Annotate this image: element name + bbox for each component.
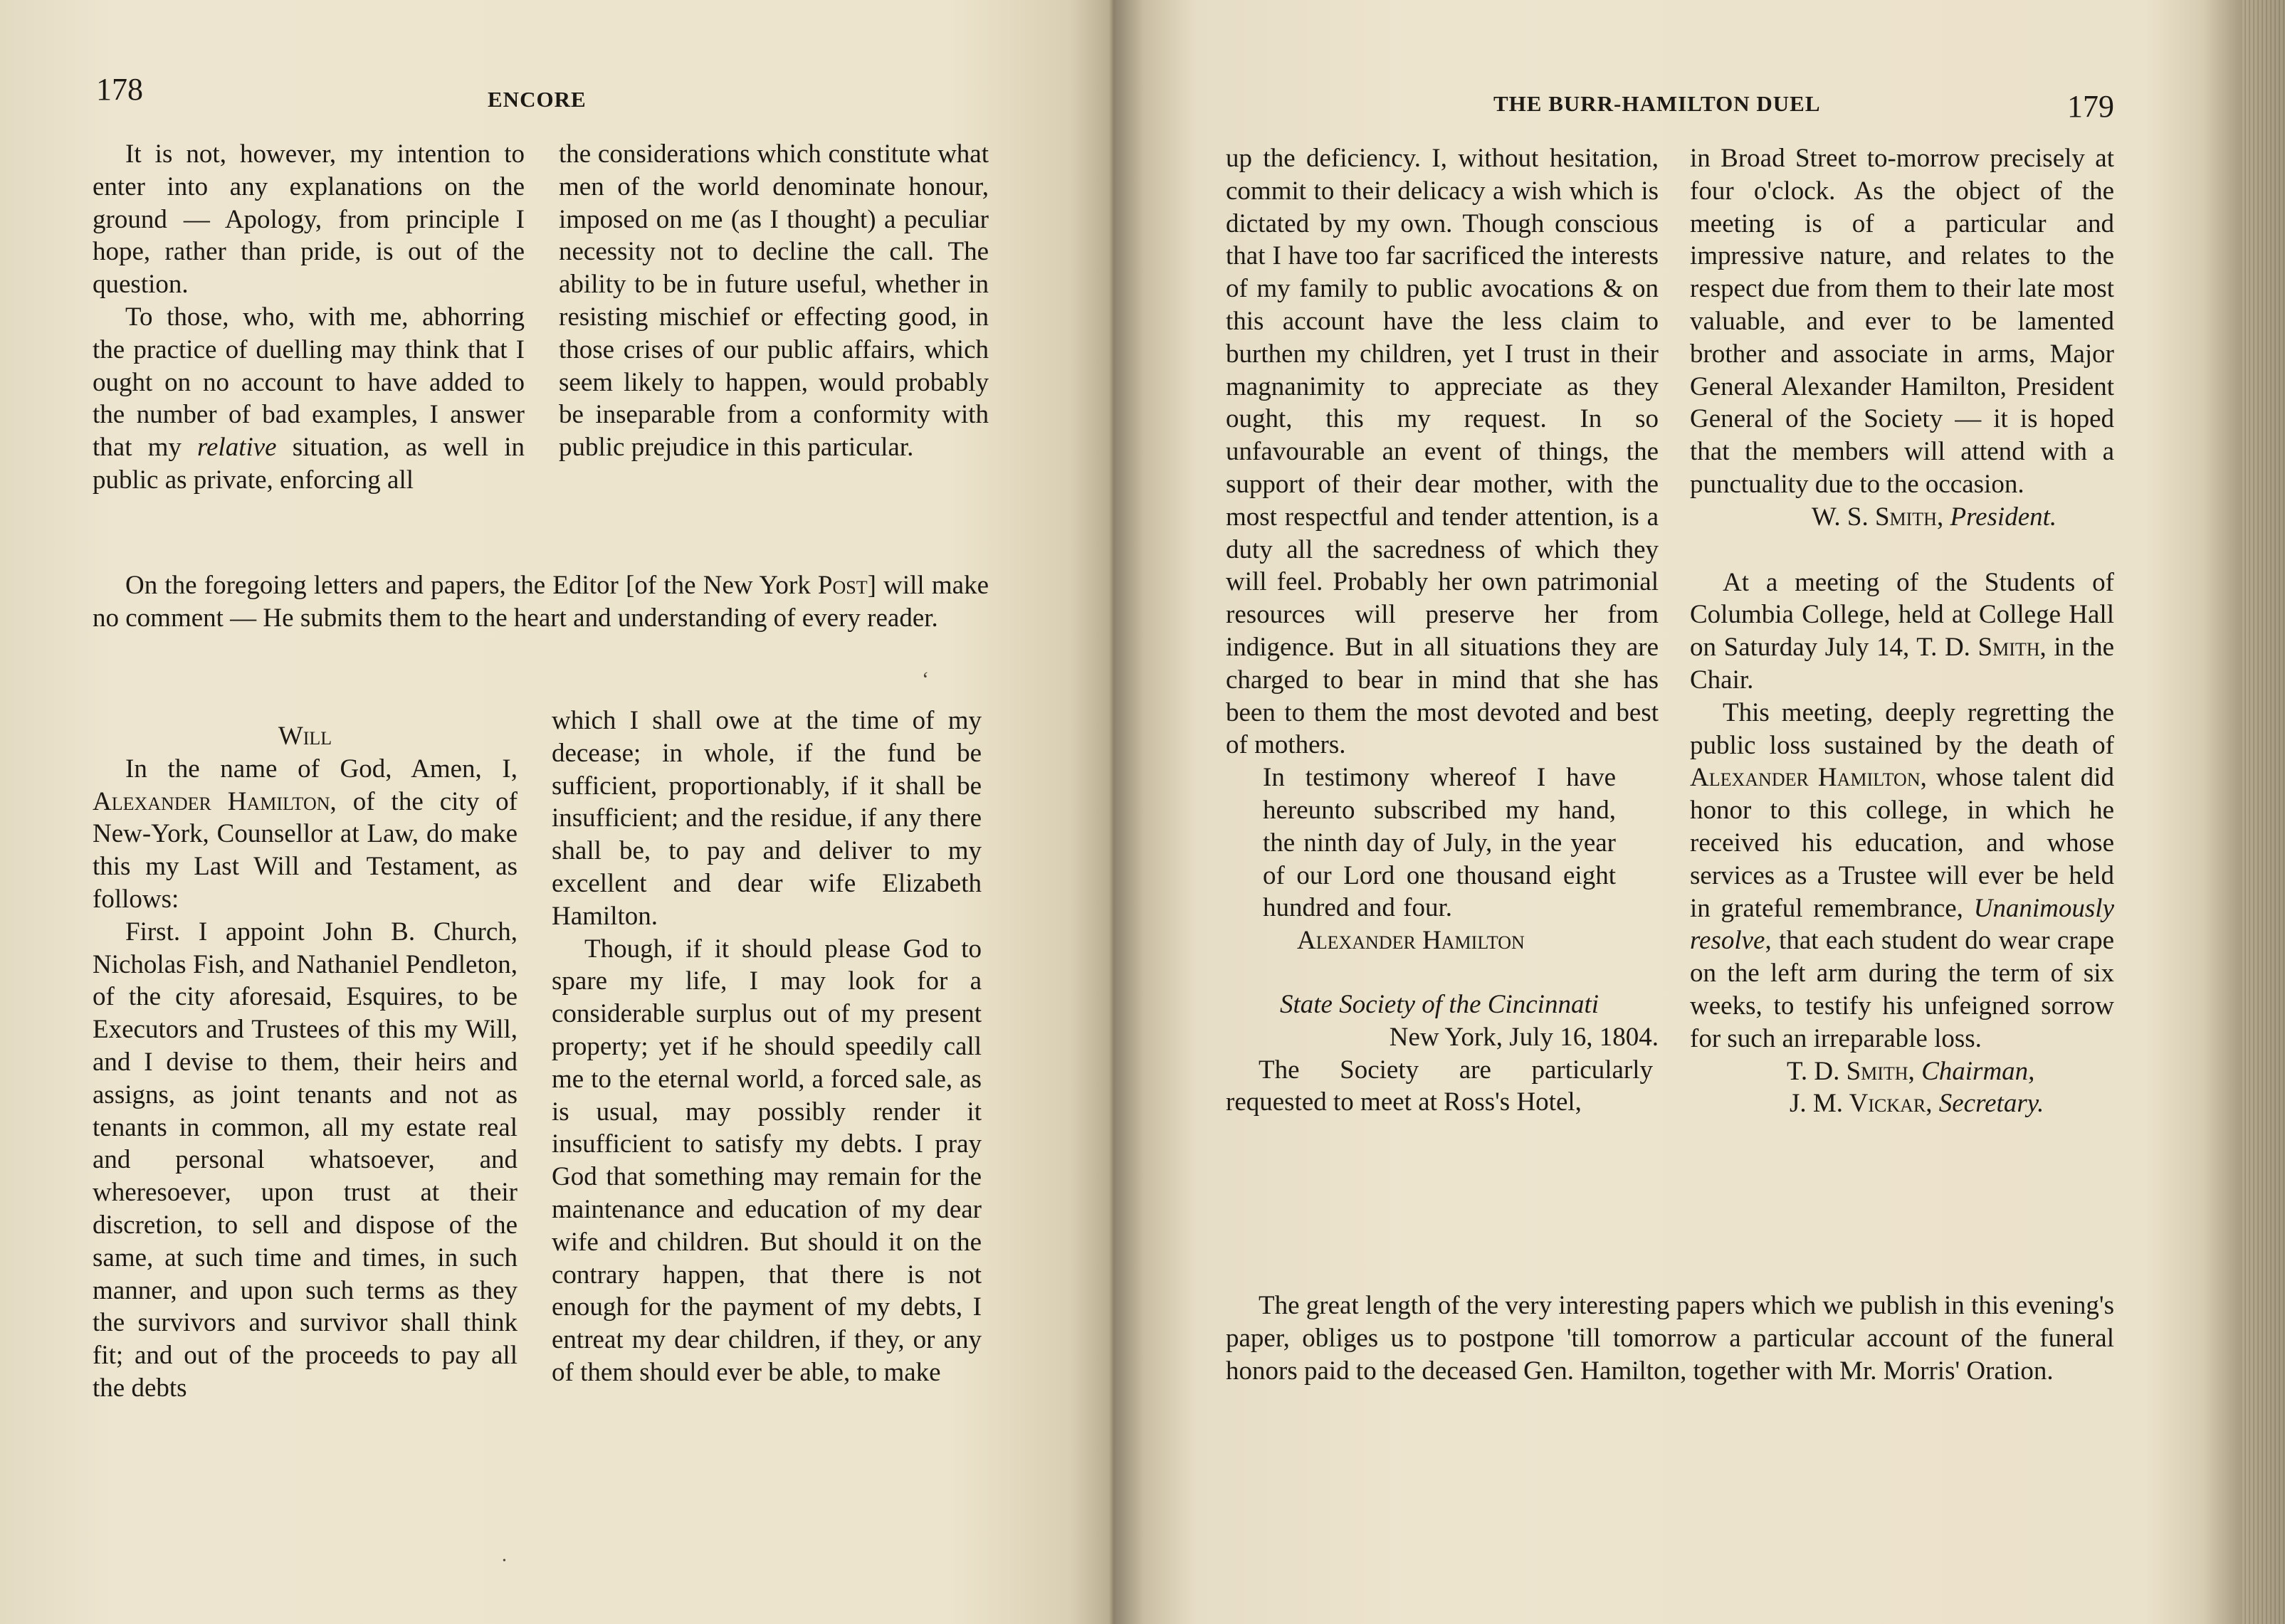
letter-paragraph: To those, who, with me, abhorring the practice of duelling may think that I ought on no account to have added to the number of bad examples, I answer that my relative situation, as well in public as private, enforcing all	[93, 302, 525, 495]
footer-note: The great length of the very interesting papers which we publish in this evening's paper, obliges us to postpone 'till tomorrow a particular account of the funeral honors paid to the deceased Gen. Hamilton, together with Mr. Morris' Oration.	[1226, 1291, 2114, 1386]
left-page	[0, 0, 1115, 1624]
will-column-2	[552, 705, 982, 1389]
will-paragraph: First. I appoint John B. Church, Nicholas Fish, and Nathaniel Pendleton, of the city aforesaid, Esquires, to be Executors and Trustees of this my Will, and I devise to them, their heirs and assigns, as joint tenants and not as tenants in common, all my estate real and personal whatsoever, and wheresoever, upon trust at their discretion, to sell and dispose of the same, at such time and times, in such manner, and upon such terms as they the survivors and survivor shall think fit; and out of the proceeds to pay all the debts	[93, 917, 518, 1403]
right-page	[1115, 0, 2285, 1624]
notices-column	[1690, 142, 2114, 1120]
page-number: 178	[96, 72, 143, 107]
will-continuation-column	[1226, 142, 1659, 1119]
letter-column-2	[559, 138, 989, 464]
will-paragraph: Though, if it should please God to spare my life, I may look for a considerable surplus out of my present property; yet if he should speedily call me to the eternal world, a forced sale, as is usual, may possibly render it insufficient to satisfy my debts. I pray God that something may remain for the maintenance and education of my dear wife and children. But should it on the contrary happen, that there is not enough for the payment of my debts, I entreat my dear children, if they, or any of them should ever be able, to make	[552, 934, 982, 1387]
running-head: THE BURR-HAMILTON DUEL	[1493, 91, 1821, 116]
notice-paragraph: This meeting, deeply regretting the public loss sustained by the death of Alexander Hamilton, whose talent did honor to this college, in which he received his education, and whose services as a Trustee will ever be held in grateful remembrance, Unanimously resolve, that each student do wear crape on the left arm during the term of six weeks, to testify his unfeigned sorrow for such an irreparable loss.	[1690, 697, 2114, 1053]
signature-line: T. D. Smith, Chairman,	[1787, 1056, 2035, 1086]
notice-paragraph: At a meeting of the Students of Columbia College, held at College Hall on Saturday July 14, T. D. Smith, in the Chair.	[1690, 567, 2115, 695]
letter-column-1	[93, 138, 525, 497]
society-paragraph: The Society are particularly requested to meet at Ross's Hotel,	[1226, 1055, 1653, 1117]
editor-note: On the foregoing letters and papers, the Editor [of the New York Post] will make no comment — He submits them to the heart and understanding of every reader.	[93, 571, 989, 633]
will-paragraph: which I shall owe at the time of my decease; in whole, if the fund be sufficient, proportionably, if it shall be insufficient; and the residue, if any there shall be, to pay and deliver to my excellent and dear wife Elizabeth Hamilton.	[552, 706, 982, 931]
page-edges	[2242, 0, 2285, 1624]
name-small-caps: Alexander Hamilton	[93, 786, 330, 816]
testimony-paragraph: In testimony whereof I have hereunto subscribed my hand, the ninth day of July, in the year of our Lord one thousand eight hundred and four.	[1263, 763, 1616, 923]
italic-word: relative	[196, 433, 277, 463]
signature-line: J. M. Vickar, Secretary.	[1790, 1089, 2044, 1119]
will-heading: Will	[278, 722, 332, 751]
will-paragraph: up the deficiency. I, without hesitation, commit to their delicacy a wish which is dictated by my own. Though conscious that I have too far sacrificed the interests of my family to public avocations & on this account have the less claim to burthen my children, yet I trust in their magnanimity to appreciate as they ought, this my request. In so unfavourable an event of things, the support of their dear mother, with the most respectful and tender attention, is a duty all the sacredness of which they will feel. Probably her own patrimonial resources will preserve her from indigence. But in all situations they are charged to bear in mind that she has been to them the most devoted and best of mothers.	[1226, 144, 1659, 760]
will-column-1	[93, 720, 518, 1405]
signature-line: W. S. Smith, President.	[1811, 502, 2057, 532]
notice-paragraph: in Broad Street to-morrow precisely at four o'clock. As the object of the meeting is of a particular and impressive nature, and relates to the respect due from them to their late most valuable, and ever to be lamented brother and associate in arms, Major General Alexander Hamilton, President General of the Society — it is hoped that the members will attend with a punctuality due to the occasion.	[1690, 144, 2114, 499]
stray-mark: ‘	[922, 668, 929, 691]
letter-paragraph: the considerations which constitute what men of the world denominate honour, imposed on me (as I thought) a peculiar necessity not to decline the call. The ability to be in future useful, whether in resisting mischief or effecting good, in those crises of our public affairs, which seem likely to happen, would probably be inseparable from a conformity with public prejudice in this particular.	[559, 139, 989, 463]
stray-mark: •	[503, 1556, 506, 1566]
letter-paragraph: It is not, however, my intention to enter into any explanations on the ground — Apology, from principle I hope, rather than pride, is out of the question.	[93, 139, 525, 300]
page-number: 179	[2067, 89, 2114, 124]
society-heading: State Society of the Cincinnati	[1280, 989, 1600, 1019]
society-date: New York, July 16, 1804.	[1389, 1022, 1659, 1052]
signature: Alexander Hamilton	[1297, 926, 1525, 956]
running-head: ENCORE	[488, 87, 587, 112]
will-paragraph: In the name of God, Amen, I, Alexander Hamilton, of the city of New-York, Counsellor at Law, do make this my Last Will and Testament, as follows:	[93, 754, 518, 914]
